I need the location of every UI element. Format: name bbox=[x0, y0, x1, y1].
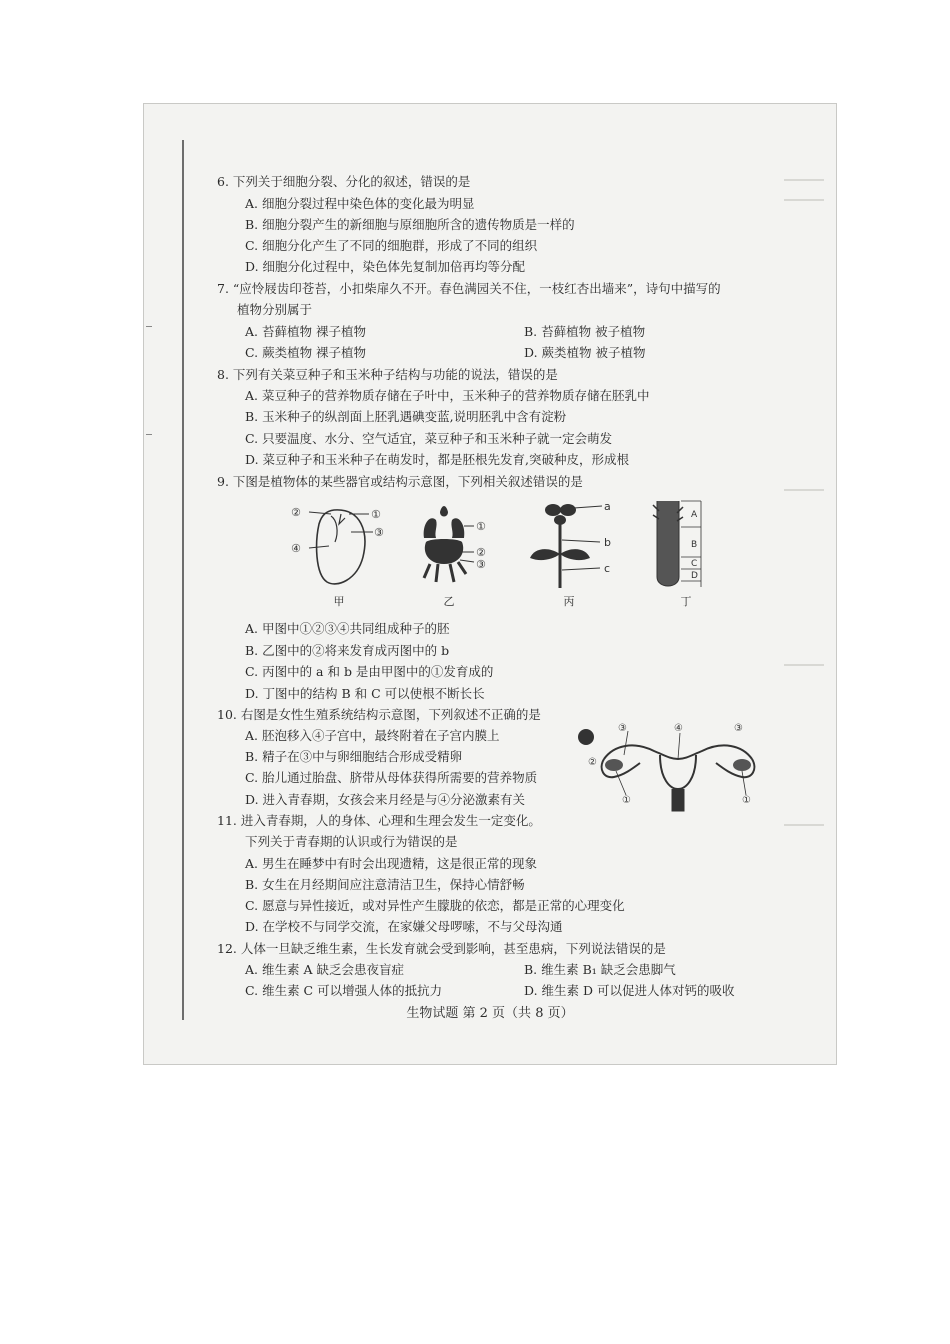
question-6-stem: 6. 下列关于细胞分裂、分化的叙述，错误的是 bbox=[217, 174, 471, 189]
question-10-stem: 10. 右图是女性生殖系统结构示意图，下列叙述不正确的是 bbox=[217, 707, 541, 722]
figure-jia-caption: 甲 bbox=[333, 595, 345, 608]
seedling-label-3: ③ bbox=[476, 558, 486, 571]
question-6-option-d: D. 细胞分化过程中，染色体先复制加倍再均等分配 bbox=[245, 259, 526, 274]
uterus-label-3-right: ③ bbox=[734, 723, 743, 734]
question-8-option-b: B. 玉米种子的纵剖面上胚乳遇碘变蓝,说明胚乳中含有淀粉 bbox=[245, 409, 567, 424]
question-9-stem: 9. 下图是植物体的某些器官或结构示意图，下列相关叙述错误的是 bbox=[217, 474, 583, 489]
question-11-option-a: A. 男生在睡梦中有时会出现遗精，这是很正常的现象 bbox=[245, 856, 537, 871]
scanned-exam-page bbox=[143, 103, 837, 1065]
question-11-option-d: D. 在学校不与同学交流，在家嫌父母啰嗦，不与父母沟通 bbox=[245, 919, 563, 934]
uterus-label-2: ② bbox=[588, 757, 597, 768]
question-9-option-d: D. 丁图中的结构 B 和 C 可以使根不断长长 bbox=[245, 686, 485, 701]
exam-content bbox=[144, 104, 836, 1064]
figure-yi-caption: 乙 bbox=[443, 595, 455, 608]
seed-label-1: ① bbox=[371, 508, 381, 521]
uterus-label-4: ④ bbox=[674, 723, 683, 734]
figure-seed-jia bbox=[289, 502, 389, 594]
figure-female-reproductive-system bbox=[574, 719, 784, 819]
seedling-label-1: ① bbox=[476, 520, 486, 533]
question-6-option-b: B. 细胞分裂产生的新细胞与原细胞所含的遗传物质是一样的 bbox=[245, 217, 575, 232]
root-label-B: B bbox=[691, 540, 698, 550]
question-7-stem: 7. “应怜屐齿印苍苔，小扣柴扉久不开。春色满园关不住，一枝红杏出墙来”，诗句中描写的 bbox=[217, 281, 721, 296]
plant-label-c: c bbox=[604, 562, 611, 575]
question-9-option-b: B. 乙图中的②将来发育成丙图中的 b bbox=[245, 643, 450, 658]
seed-label-3: ③ bbox=[374, 526, 384, 539]
uterus-label-1-left: ① bbox=[622, 795, 631, 806]
uterus-label-3-top: ③ bbox=[618, 723, 627, 734]
question-11-stem-cont: 下列关于青春期的认识或行为错误的是 bbox=[245, 834, 458, 849]
question-11-option-c: C. 愿意与异性接近，或对异性产生朦胧的依恋，都是正常的心理变化 bbox=[245, 898, 625, 913]
root-label-A: A bbox=[691, 510, 698, 520]
question-11-option-b: B. 女生在月经期间应注意清洁卫生，保持心情舒畅 bbox=[245, 877, 525, 892]
figure-plant-bing bbox=[524, 496, 619, 594]
figure-seedling-yi bbox=[402, 502, 498, 594]
question-7-option-a: A. 苔藓植物 裸子植物 bbox=[245, 324, 366, 339]
root-label-D: D bbox=[691, 571, 698, 581]
figure-ding-caption: 丁 bbox=[680, 595, 692, 608]
page-footer: 生物试题 第 2 页（共 8 页） bbox=[406, 1006, 574, 1021]
question-7-option-c: C. 蕨类植物 裸子植物 bbox=[245, 345, 367, 360]
question-6-option-a: A. 细胞分裂过程中染色体的变化最为明显 bbox=[245, 196, 475, 211]
figure-root-tip-ding bbox=[649, 497, 724, 594]
question-8-option-d: D. 菜豆种子和玉米种子在萌发时，都是胚根先发育,突破种皮，形成根 bbox=[245, 452, 629, 467]
question-12-stem: 12. 人体一旦缺乏维生素，生长发育就会受到影响，甚至患病，下列说法错误的是 bbox=[217, 941, 666, 956]
plant-label-b: b bbox=[604, 536, 611, 549]
question-7-stem-cont: 植物分别属于 bbox=[237, 302, 313, 317]
question-6-option-c: C. 细胞分化产生了不同的细胞群，形成了不同的组织 bbox=[245, 238, 538, 253]
question-12-option-d: D. 维生素 D 可以促进人体对钙的吸收 bbox=[524, 983, 735, 998]
question-10-option-b: B. 精子在③中与卵细胞结合形成受精卵 bbox=[245, 749, 463, 764]
question-10-option-a: A. 胚泡移入④子宫中，最终附着在子宫内膜上 bbox=[245, 728, 500, 743]
question-9-option-a: A. 甲图中①②③④共同组成种子的胚 bbox=[245, 621, 450, 636]
question-12-option-a: A. 维生素 A 缺乏会患夜盲症 bbox=[245, 962, 404, 977]
question-8-stem: 8. 下列有关菜豆种子和玉米种子结构与功能的说法，错误的是 bbox=[217, 367, 558, 382]
root-label-C: C bbox=[691, 559, 698, 569]
seed-label-4: ④ bbox=[291, 542, 301, 555]
plant-label-a: a bbox=[604, 500, 611, 513]
question-9-option-c: C. 丙图中的 a 和 b 是由甲图中的①发育成的 bbox=[245, 664, 494, 679]
question-10-option-d: D. 进入青春期，女孩会来月经是与④分泌激素有关 bbox=[245, 792, 526, 807]
question-12-option-c: C. 维生素 C 可以增强人体的抵抗力 bbox=[245, 983, 443, 998]
question-7-option-d: D. 蕨类植物 被子植物 bbox=[524, 345, 646, 360]
question-7-option-b: B. 苔藓植物 被子植物 bbox=[524, 324, 646, 339]
figure-bing-caption: 丙 bbox=[563, 595, 575, 608]
question-8-option-c: C. 只要温度、水分、空气适宜，菜豆种子和玉米种子就一定会萌发 bbox=[245, 431, 613, 446]
question-12-option-b: B. 维生素 B₁ 缺乏会患脚气 bbox=[524, 962, 676, 977]
question-8-option-a: A. 菜豆种子的营养物质存储在子叶中，玉米种子的营养物质存储在胚乳中 bbox=[245, 388, 650, 403]
uterus-label-1-right: ① bbox=[742, 795, 751, 806]
seed-label-2: ② bbox=[291, 506, 301, 519]
question-10-option-c: C. 胎儿通过胎盘、脐带从母体获得所需要的营养物质 bbox=[245, 770, 538, 785]
seedling-label-2: ② bbox=[476, 546, 486, 559]
question-11-stem: 11. 进入青春期，人的身体、心理和生理会发生一定变化。 bbox=[217, 813, 541, 828]
